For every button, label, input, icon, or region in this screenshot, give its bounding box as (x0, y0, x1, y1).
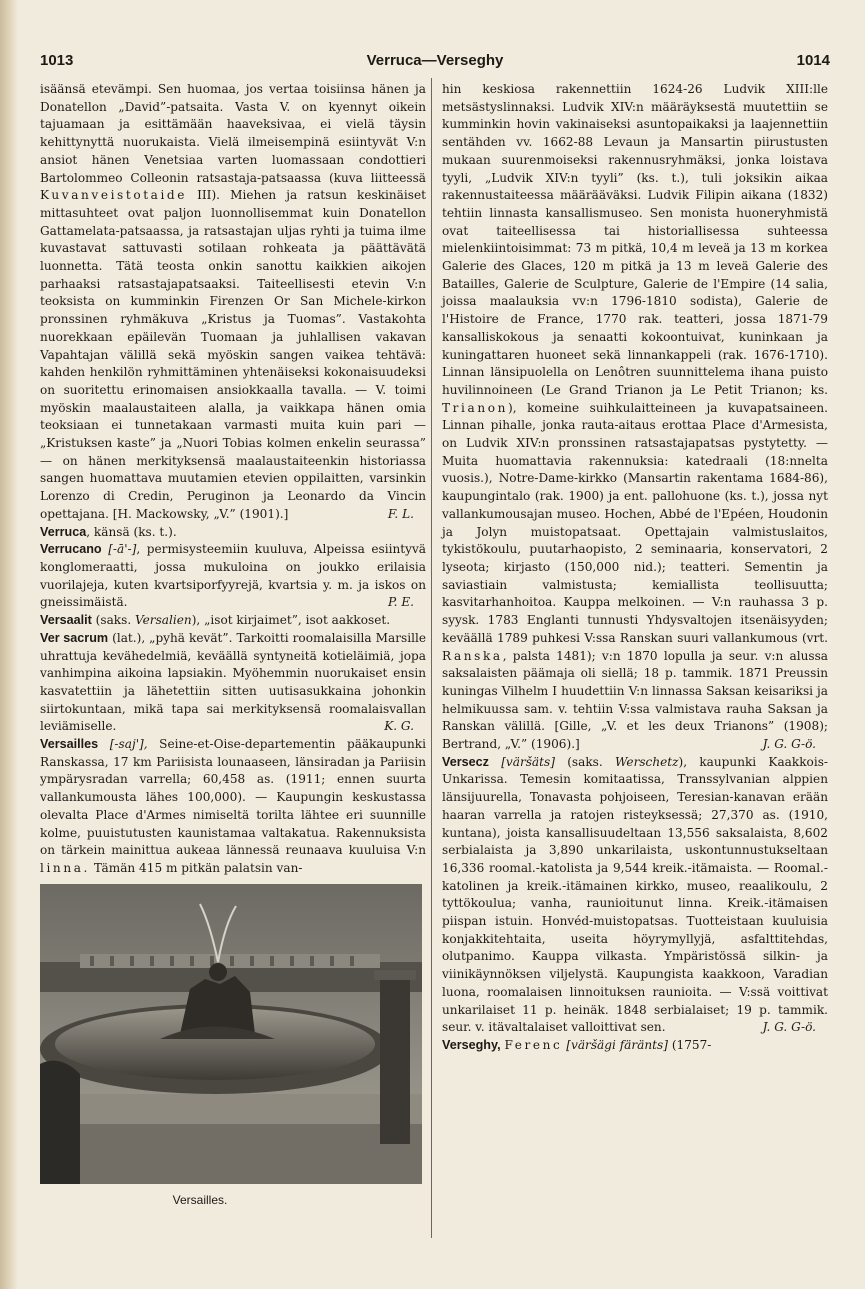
signature: F. L. (387, 506, 414, 521)
left-column (40, 81, 426, 1207)
entry-versecz: Versecz [väršäts] (saks. Werschetz), kaupunki Kaakkois-Unkarissa. Temesin komitaatissa, Transsylvanian alppien länsijuurella, Tonavasta pohjoiseen, Teresian-kanavan erään haaran varrella ja ratojen risteyksessä; 27,370 as. (1910, kuntana), joista kansallisuudeltaan 13,556 saksalaista, 8,602 serbialaista ja 3,890 unkarilaista, uskontunnustukseltaan 16,336 roomal.-katolista ja 9,544 kreik.-itämaista. — Roomal.-katolinen ja kreik.-itämainen kirkko, museo, reaalikoulu, 2 tyttökoulua; vanha, raunioitunut linna. Kreik.-itämaisen piispan istuin. Honvéd-muistopatsas. Tuotteistaan kuuluisia konjakkitehtaita, useita höyrymyllyjä, asfalttitehdas, olutpanimo. Kauppa vilkasta. Ympäristössä silkin- ja viinikäynnöksen viljelystä. Kaupungista kaakkoon, Varadian luona, roomalaisen linnoituksen raunioita. — V:ssä voittivat unkarilaiset 11 p. heinäk. 1848 serbialaiset; 19 p. tammik. seur. v. itävaltalaiset valloittivat sen. J. G. G-ö. (442, 754, 828, 1037)
headword: Verseghy, (442, 1037, 501, 1052)
book-binding-edge (0, 0, 18, 1289)
signature: J. G. G-ö. (762, 737, 816, 752)
headword: Versailles (40, 737, 99, 752)
entry-ver-sacrum: Ver sacrum (lat.), „pyhä kevät”. Tarkoitti roomalaisilla Marsille uhrattuja kevähedelmiä, keväällä syntyneitä kotieläimiä, jopa vanhimpina aikoina lapsiakin. Myöhemmin nuorukaiset ensin kasvatettiin ja lähetettiin sitten uutisasukkaina johonkin siirtokuntaan, mikä tapa sai merkityksensä roomalaisvallan leviämiselle. K. G. (40, 630, 426, 736)
signature: J. G. G-ö. (762, 1020, 816, 1035)
entry-verruca: Verruca, känsä (ks. t.). (40, 524, 177, 539)
entry-verseghy: Verseghy, Ferenc [väršägi färänts] (1757- (442, 1037, 712, 1052)
entry-versaalit: Versaalit (saks. Versalien), „isot kirjaimet”, isot aakkoset. (40, 613, 391, 628)
headword: Ver sacrum (40, 630, 109, 645)
column-divider (431, 78, 432, 1238)
page-number-right: 1014 (796, 52, 830, 69)
verrocchio-entry-continuation: isäänsä etevämpi. Sen huomaa, jos vertaa toisiinsa hänen ja Donatellon „David”-patsaita. Vasta V. on kyennyt oikein tajuamaan ja esittämään haaveksivaa, ei vielä täysin kehittynyttä nuorukaista. Vielä ilmeisempinä esiintyvät V:n ansiot hänen Venetsiaa varten luomassaan condottieri Bartolommeo Colleonin ratsastaja-patsaassa (kuva liitteessä Kuvanveistotaide III). Miehen ja ratsun keskinäiset mittasuhteet ovat paljon luonnollisemmat kuin Donatellon Gattamelata-patsaassa, ja ratsastajan uljas ryhti ja tuima ilme kuvastavat sattuvasti sotilaan rohkeata ja päättävätä luonnetta. Tätä teosta onkin sanottu kaikkien aikojen parhaaksi ratsastajapatsaaksi. Taiteellisesti etevin V:n teoksista on kumminkin Firenzen Or San Michele-kirkon pronssinen ryhmäkuva „Kristus ja Tuomas”. Vastakohta nuorekkaan epäilevän Tuomaan ja juhlallisen vakavan Vapahtajan välillä sekä myöskin sangen vaikea tehtävä: kahden henkilön ryhmittäminen yhtenäiseksi kokonaisuudeksi on suoritettu erinomaisen ansiokkaalla tavalla. — V. toimi myöskin maalaustaiteen alalla, ja vaikkapa hänen omia teoksiaan ei tunnetakaan varmasti muita kuin pari — „Kristuksen kaste” ja „Nuori Tobias kolmen enkelin seurassa” — on hänen merkityksensä maalaustaiteenkin historiassa sangen huomattava muutamien etevien oppilaitten, varsinkin Lorenzo di Credin, Peruginon ja Leonardo da Vincin opettajana. [H. Mackowsky, „V.” (1901).] F. L. (40, 81, 426, 524)
versailles-entry-continuation: hin keskiosa rakennettiin 1624-26 Ludvik XIII:lle metsästyslinnaksi. Ludvik XIV:n määräyksestä muutettiin se kumminkin hovin vakinaiseksi asuntopaikaksi ja laajennettiin sentähden vv. 1662-88 Levaun ja Mansartin piirustusten mukaan suurenmoiseksi rakennusryhmäksi, jonka loistava tyyli, „Ludvik XIV:n tyyli” (ks. t.), tuli joksikin aikaa rakennustaiteessa määrääväksi. Ludvik Filipin aikana (1832) tehtiin linnasta kansallismuseo. Sen monista huoneryhmistä ovat taiteellisessa tai historiallisessa suhteessa mielenkiintoisimmat: 73 m pitkä, 10,4 m leveä ja 13 m korkea Galerie des Glaces, 120 m pitkä ja 13 m leveä Galerie des Batailles, Galerie de Sculpture, Galerie de l'Empire (14 salia, joissa maalauksia vv:n 1796-1810 sodista), Galerie de l'Histoire de France, 1770 rak. teatteri, jossa 1871-79 kansalliskokous ja senaatti kokoontuivat, kuninkaan ja kuningattaren huoneet sekä linnankappeli (rak. 1676-1710). Linnan länsipuolella on Lenôtren suunnittelema ihana puisto huvilinnoineen (Le Grand Trianon ja Le Petit Trianon; ks. Trianon), komeine suihkulaitteineen ja kuvapatsaineen. Linnan pihalle, jonka rauta-aitaus erottaa Place d'Armesista, on Ludvik XIV:n pronssinen ratsastajapatsas pystytetty. — Muita huomattavia rakennuksia: katedraali (18:nnelta vuosis.), Notre-Dame-kirkko (Mansartin rakentama 1684-86), kaupungintalo (rak. 1900) ja ent. pallohuone (ks. t.), jossa nyt vallankumousajan museo. Hochen, Abbé de l'Epéen, Houdonin ja Jolyn muistopatsaat. Opettajain valmistuslaitos, tykistökoulu, puutarhaopisto, 2 seminaaria, konservatori, 2 lyseota; kirjasto (150,000 nid.); teatteri. Sementin ja saviastiain valmistusta; kemiallista teollisuutta; kasvitarhanhoitoa. Kauppa melkoinen. — V:n rauhassa 3 p. syysk. 1783 Englanti tunnusti Yhdysvaltojen itsenäisyyden; keväällä 1789 puhkesi V:ssa Ranskan suuri vallankumous (vrt. Ranska, palsta 1481); v:n 1870 lopulla ja seur. v:n alussa saksalaisten päämaja oli siellä; 18 p. tammik. 1871 Preussin kuningas Vilhelm I huudettiin V:n linnassa Saksan keisariksi ja helmikuussa sam. v. tehtiin V:ssa valmistava rauha Saksan ja Ranskan välillä. [Gille, „V. et les deux Trianons” (1908); Bertrand, „V.” (1906).] J. G. G-ö. (442, 81, 828, 754)
versailles-fountain-illustration (40, 884, 422, 1184)
page-number-left: 1013 (40, 52, 74, 69)
headword: Versaalit (40, 613, 92, 628)
entry-verrucano: Verrucano [-ā'-], permisysteemiin kuuluva, Alpeissa esiintyvä konglomeraatti, jossa mukuloina on joukko erilaisia vuorilajeja, kuten kvartsiporfyyrejä, kvartsia y. m. ja iskos on gneissimäistä. P. E. (40, 541, 426, 612)
entry-versailles: Versailles [-saj'], Seine-et-Oise-departementin pääkaupunki Ranskassa, 17 km Pariisista lounaaseen, länsiradan ja Pariisin ympärysradan varrella; 60,458 as. (1911; ennen suurta vallankumousta lähes 100,000). — Kaupungin keskustassa olevalta Place d'Armes nimiseltä torilta lähtee eri suunnille kolme, puuistutusten kaunistamaa valtakatua. Rakennuksista on tärkein mainittua aukeaa lännessä reunaava kuuluisa V:n linna. Tämän 415 m pitkän palatsin van- (40, 737, 426, 875)
headword: Verrucano (40, 542, 102, 557)
page-header (40, 52, 830, 74)
versailles-photo (40, 884, 422, 1207)
right-column (442, 81, 828, 1055)
figure-caption: Versailles. (172, 1192, 228, 1207)
headword: Versecz (442, 754, 489, 769)
signature: P. E. (387, 595, 414, 610)
running-title: Verruca—Verseghy (366, 52, 504, 69)
headword: Verruca (40, 524, 87, 539)
signature: K. G. (384, 719, 414, 734)
